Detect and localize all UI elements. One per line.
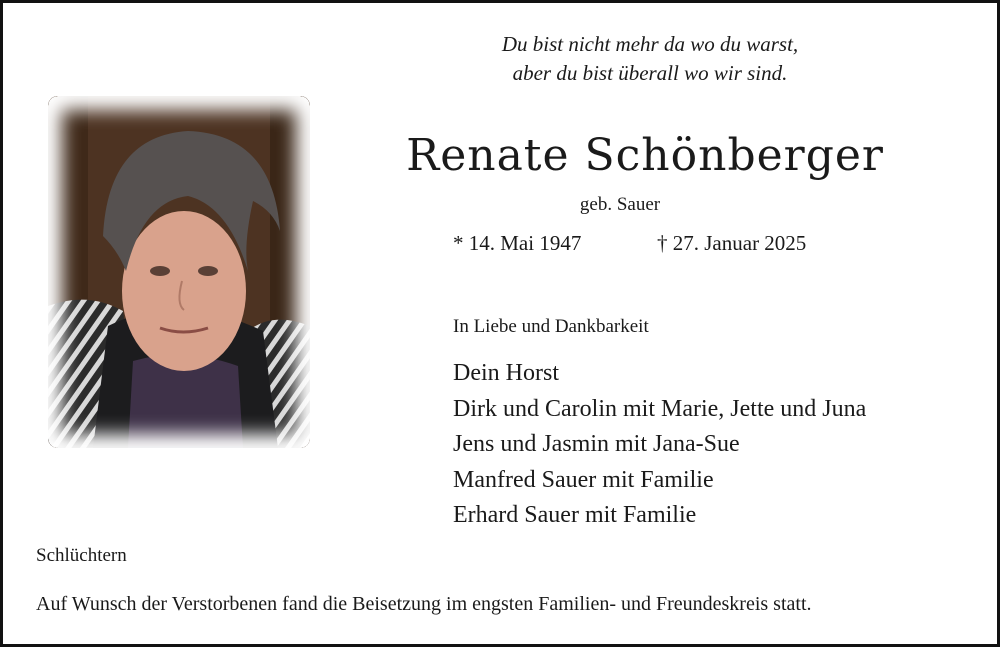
mourner-line: Jens und Jasmin mit Jana-Sue [453, 431, 740, 457]
birth-date: * 14. Mai 1947 [453, 231, 582, 255]
mourner-line: Manfred Sauer mit Familie [453, 466, 714, 493]
maiden-name: geb. Sauer [579, 194, 661, 215]
portrait-vignette [48, 96, 310, 448]
mourners-list [453, 356, 866, 534]
mourners-intro: In Liebe und Dankbarkeit [453, 316, 649, 337]
mourner-line: Dirk und Carolin mit Marie, Jette und Juna [453, 395, 867, 422]
deceased-name: Renate Schönberger [406, 130, 884, 181]
verse-line-2: aber du bist überall wo wir sind. [512, 61, 788, 85]
burial-note: Auf Wunsch der Verstorbenen fand die Beisetzung im engsten Familien- und Freundeskreis statt. [36, 593, 812, 615]
portrait-photo [48, 96, 310, 448]
place-name: Schlüchtern [36, 545, 127, 566]
verse-line-1: Du bist nicht mehr da wo du warst, [501, 32, 799, 56]
mourner-line: Erhard Sauer mit Familie [453, 502, 697, 528]
memorial-verse [440, 30, 860, 88]
death-date: † 27. Januar 2025 [657, 231, 807, 255]
mourner-line: Dein Horst [453, 360, 559, 386]
